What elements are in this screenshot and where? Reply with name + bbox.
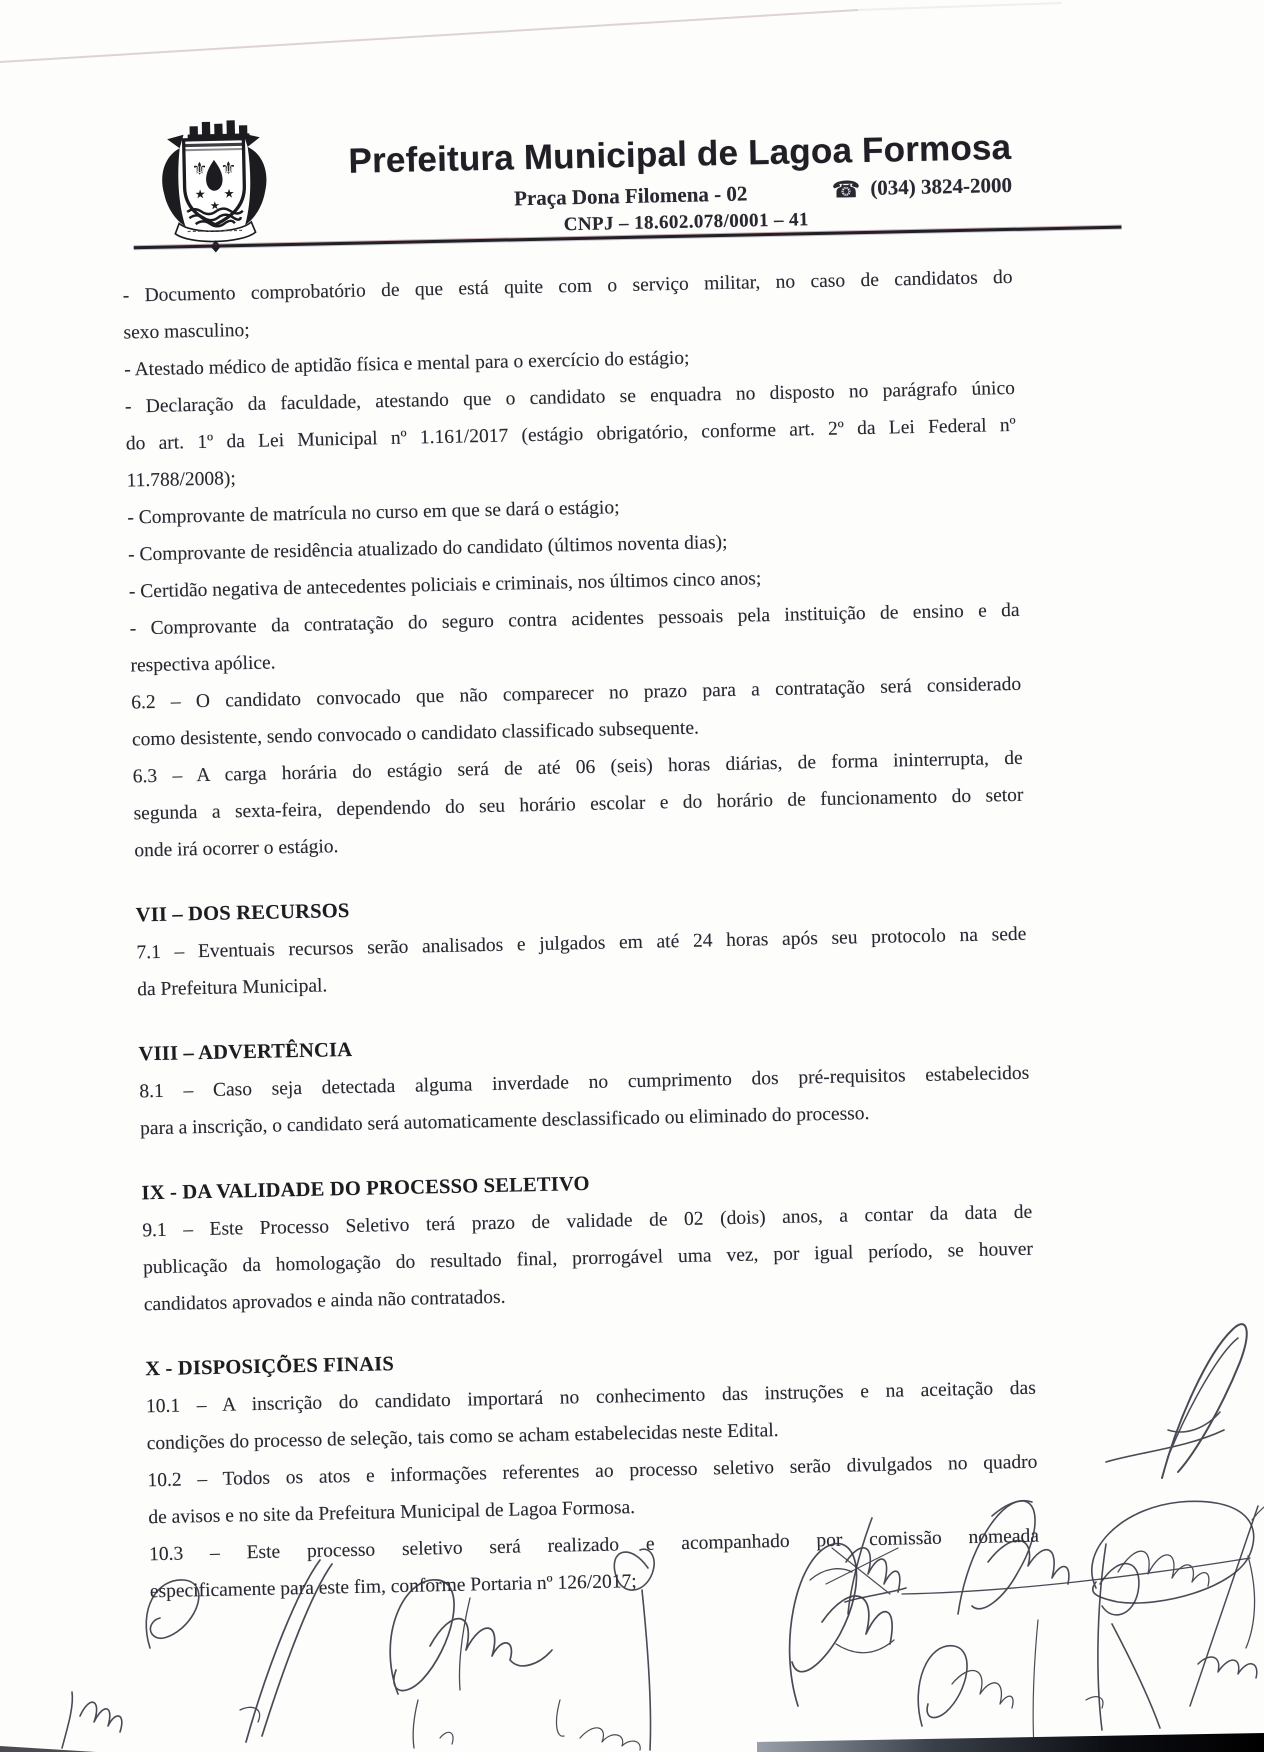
svg-text:⚜: ⚜ <box>191 159 208 180</box>
doc-line: onde irá ocorrer o estágio. <box>134 836 339 862</box>
doc-line: de avisos e no site da Prefeitura Municipal de Lagoa Formosa. <box>148 1497 636 1529</box>
svg-text:★: ★ <box>194 187 206 202</box>
doc-line: 11.788/2008); <box>126 468 237 492</box>
telephone-icon: ☎ <box>831 177 861 204</box>
section-heading-recursos: VII – DOS RECURSOS <box>135 899 350 927</box>
doc-line: sexo masculino; <box>123 319 250 344</box>
doc-line: do art. 1º da Lei Municipal nº 1.161/2017 (estágio obrigatório, conforme art. 2º da Lei Federal nº <box>125 414 1016 455</box>
section-heading-disposicoes: X - DISPOSIÇÕES FINAIS <box>144 1353 395 1381</box>
doc-line: - Documento comprobatório de que está quite com o serviço militar, no caso de candidatos do <box>122 266 1013 307</box>
header-phone <box>831 173 1012 204</box>
svg-text:★: ★ <box>209 198 221 213</box>
section-heading-validade: IX - DA VALIDADE DO PROCESSO SELETIVO <box>141 1172 590 1205</box>
doc-line: - Comprovante de residência atualizado do candidato (últimos noventa dias); <box>127 531 728 566</box>
section-heading-advertencia: VIII – ADVERTÊNCIA <box>138 1038 353 1066</box>
svg-text:★: ★ <box>223 186 235 201</box>
doc-line: para a inscrição, o candidato será automaticamente desclassificado ou eliminado do processo. <box>139 1103 870 1140</box>
doc-line: - Atestado médico de aptidão física e mental para o exercício do estágio; <box>124 347 690 381</box>
doc-line: segunda a sexta-feira, dependendo do seu horário escolar e do horário de funcionamento do setor <box>133 784 1024 825</box>
svg-text:⚜: ⚜ <box>220 158 237 180</box>
doc-line: da Prefeitura Municipal. <box>137 975 328 1001</box>
doc-line: candidatos aprovados e ainda não contratados. <box>143 1286 506 1316</box>
doc-line: como desistente, sendo convocado o candidato classificado subsequente. <box>131 717 700 751</box>
doc-line: 9.1 – Este Processo Seletivo terá prazo de validade de 02 (dois) anos, a contar da data de <box>142 1201 1033 1242</box>
doc-line: 10.2 – Todos os atos e informações referentes ao processo seletivo serão divulgados no quadro <box>147 1451 1038 1492</box>
doc-line: 10.3 – Este processo seletivo será realizado e acompanhado por comissão nomeada <box>148 1525 1040 1566</box>
doc-line: publicação da homologação do resultado final, prorrogável uma vez, por igual período, se houver <box>142 1238 1034 1279</box>
municipal-coat-of-arms-icon <box>144 115 285 254</box>
doc-line: condições do processo de seleção, tais como se acham estabelecidas neste Edital. <box>146 1420 779 1455</box>
doc-line: 6.3 – A carga horária do estágio será de até 06 (seis) horas diárias, de forma ininterrupta, de <box>132 747 1023 788</box>
header-title: Prefeitura Municipal de Lagoa Formosa <box>348 127 1012 181</box>
doc-line: 10.1 – A inscrição do candidato importará no conhecimento das instruções e na aceitação das <box>145 1377 1037 1418</box>
doc-line: 6.2 – O candidato convocado que não comparecer no prazo para a contratação será considerado <box>131 673 1022 714</box>
doc-line: especificamente para este fim, conforme Portaria nº 126/2017; <box>149 1571 637 1603</box>
document-body <box>122 259 1040 1610</box>
doc-line: - Certidão negativa de antecedentes policiais e criminais, nos últimos cinco anos; <box>128 568 762 603</box>
header-phone-number: (034) 3824-2000 <box>870 172 1013 200</box>
header-address: Praça Dona Filomena - 02 <box>513 181 748 211</box>
doc-line: - Comprovante da contratação do seguro contra acidentes pessoais pela instituição de ensino e da <box>129 599 1020 640</box>
doc-line: 7.1 – Eventuais recursos serão analisados e julgados em até 24 horas após seu protocolo na sede <box>136 923 1027 964</box>
header-cnpj: CNPJ – 18.602.078/0001 – 41 <box>563 209 810 236</box>
doc-line: - Comprovante de matrícula no curso em que se dará o estágio; <box>127 497 620 529</box>
doc-line: - Declaração da faculdade, atestando que o candidato se enquadra no disposto no parágrafo único <box>124 377 1016 418</box>
doc-line: respectiva apólice. <box>130 652 276 677</box>
doc-line: 8.1 – Caso seja detectada alguma inverdade no cumprimento dos pré-requisitos estabelecidos <box>139 1062 1030 1103</box>
